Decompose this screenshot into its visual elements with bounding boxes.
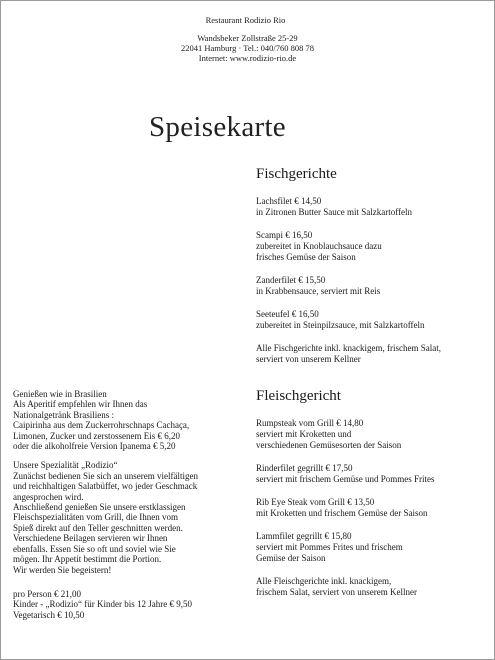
- dish-description: serviert mit Pommes Frites und frischem: [256, 542, 403, 552]
- fish-note: [256, 343, 491, 365]
- note-line: frischem Salat, serviert von unserem Kellner: [256, 587, 417, 597]
- aperitif-section: [13, 389, 253, 451]
- note-line: Alle Fischgerichte inkl. knackigem, frischem Salat,: [256, 343, 441, 353]
- dish-title: Lachsfilet € 14,50: [256, 196, 322, 206]
- dish-rib-eye-steak: [256, 497, 491, 519]
- dish-title: Scampi € 16,50: [256, 230, 313, 240]
- dish-description: zubereitet in Steinpilzsauce, mit Salzkartoffeln: [256, 320, 425, 330]
- dish-title: Rumpsteak vom Grill € 14,80: [256, 418, 364, 428]
- specialty-line: und reichhaltigen Salatbüffet, wo jeder Geschmack: [13, 481, 198, 492]
- dish-title: Zanderfilet € 15,50: [256, 275, 326, 285]
- restaurant-name: Restaurant Rodizio Rio: [205, 15, 286, 25]
- dish-description: in Krabbensauce, serviert mit Reis: [256, 286, 381, 296]
- aperitif-line: Nationalgetränk Brasiliens :: [13, 409, 114, 420]
- price-line: pro Person € 21,00: [13, 588, 81, 599]
- dish-description: Gemüse der Saison: [256, 553, 326, 563]
- specialty-line: mögen. Ihr Appetit bestimmt die Portion.: [13, 554, 162, 565]
- dish-title: Seeteufel € 16,50: [256, 309, 319, 319]
- dish-description: verschiedenen Gemüsesorten der Saison: [256, 440, 402, 450]
- dish-zanderfilet: [256, 275, 491, 297]
- restaurant-header: [1, 15, 494, 63]
- meat-section: [256, 387, 491, 598]
- dish-rumpsteak: [256, 418, 491, 451]
- specialty-line: Zunächst bedienen Sie sich an unserem vielfältigen: [13, 470, 198, 481]
- fish-heading: Fischgerichte: [256, 166, 337, 182]
- page-title: Speisekarte: [149, 111, 286, 143]
- street-address: Wandsbeker Zollstraße 25-29: [197, 33, 298, 43]
- specialty-line: Wir werden Sie begeistern!: [13, 564, 112, 575]
- aperitif-line: Als Aperitif empfehlen wir Ihnen das: [13, 399, 148, 410]
- dish-lachsfilet: [256, 196, 491, 218]
- aperitif-line: Limonen, Zucker und zerstossenem Eis € 6,20: [13, 430, 180, 441]
- specialty-line: ebenfalls. Essen Sie so oft und soviel wie Sie: [13, 543, 176, 554]
- dish-description: zubereitet in Knoblauchsauce dazu: [256, 241, 382, 251]
- website: Internet: www.rodizio-rio.de: [198, 53, 297, 63]
- dish-description: serviert mit Kroketten und: [256, 429, 352, 439]
- specialty-line: Spieß direkt auf den Teller geschnitten werden.: [13, 522, 183, 533]
- note-line: serviert von unserem Kellner: [256, 354, 361, 364]
- dish-title: Rib Eye Steak vom Grill € 13,50: [256, 497, 375, 507]
- specialty-line: angesprochen wird.: [13, 491, 84, 502]
- specialty-line: Verschiedene Beilagen servieren wir Ihnen: [13, 533, 168, 544]
- specialty-line: Fleischspezialitäten vom Grill, die Ihnen vom: [13, 512, 178, 523]
- dish-description: frisches Gemüse der Saison: [256, 252, 356, 262]
- dish-rinderfilet: [256, 463, 491, 485]
- aperitif-line: Genießen wie in Brasilien: [13, 389, 107, 399]
- specialty-line: Unsere Spezialität „Rodizio“: [13, 460, 118, 471]
- meat-heading: Fleischgericht: [256, 388, 341, 404]
- note-line: Alle Fleischgerichte inkl. knackigem,: [256, 576, 392, 586]
- fish-section: [256, 165, 491, 365]
- price-section: [13, 589, 253, 620]
- price-line: Kinder - „Rodizio“ für Kinder bis 12 Jahre € 9,50: [13, 599, 192, 610]
- aperitif-line: Caipirinha aus dem Zuckerrohrschnaps Cachaça,: [13, 420, 190, 431]
- dish-scampi: [256, 230, 491, 263]
- dish-lammfilet: [256, 531, 491, 564]
- price-line: Vegetarisch € 10,50: [13, 609, 85, 620]
- specialty-section: [13, 460, 253, 574]
- city-phone: 22041 Hamburg · Tel.: 040/760 808 78: [181, 43, 314, 53]
- dish-seeteufel: [256, 309, 491, 331]
- info-column: [13, 389, 253, 629]
- dish-title: Lammfilet gegrillt € 15,80: [256, 531, 352, 541]
- dish-description: in Zitronen Butter Sauce mit Salzkartoffeln: [256, 207, 413, 217]
- specialty-line: Anschließend genießen Sie unsere erstklassigen: [13, 502, 186, 513]
- dish-title: Rinderfilet gegrillt € 17,50: [256, 463, 353, 473]
- dish-description: serviert mit frischem Gemüse und Pommes Frites: [256, 474, 435, 484]
- meat-note: [256, 576, 491, 598]
- aperitif-line: oder die alkoholfreie Version Ipanema € 5,20: [13, 441, 176, 452]
- dish-description: mit Kroketten und frischem Gemüse der Saison: [256, 508, 428, 518]
